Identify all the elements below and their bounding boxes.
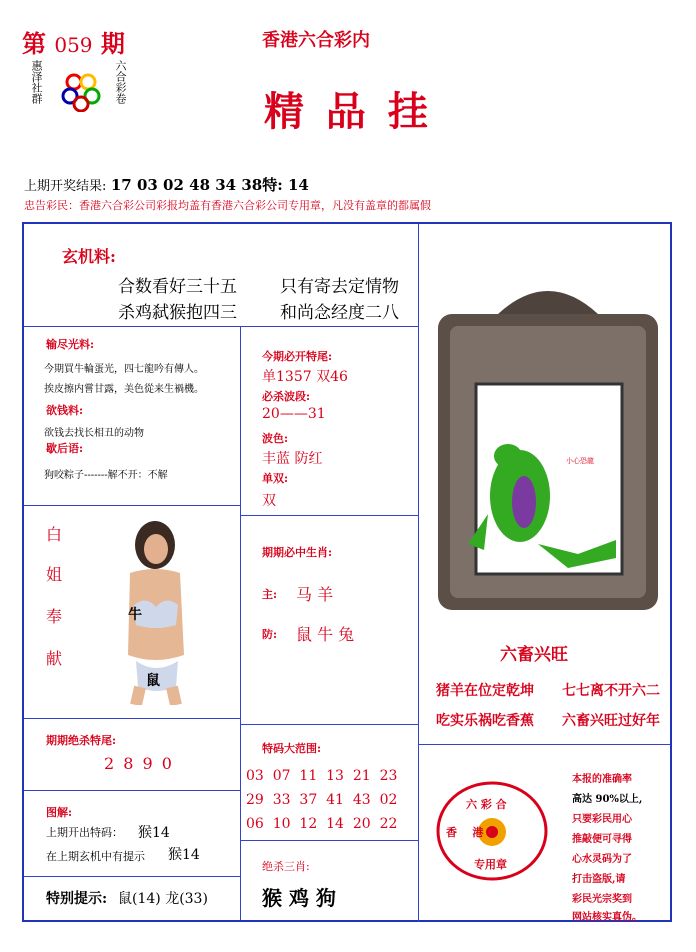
photo-label-1: 牛 [128, 607, 142, 623]
range-row-1: 03 07 11 13 21 23 [246, 768, 398, 784]
xuanji-line1b: 只有寄去定情物 [280, 277, 399, 297]
shuli-label: 输尽光料: [46, 338, 95, 351]
divider [24, 876, 240, 877]
divider [240, 326, 241, 920]
notice-line-6: 打击盗版,请 [572, 874, 626, 885]
yu-label: 欲钱料: [46, 404, 84, 417]
warning-text: 忠告彩民：香港六合彩公司彩报均盖有香港六合彩公司专用章，凡没有盖章的都属假 [24, 199, 431, 212]
notice-line-1: 本报的准确率 [572, 774, 632, 785]
seal-bottom: 专用章 [474, 858, 507, 871]
tebie-value: 鼠(14) 龙(33) [118, 891, 208, 907]
divider [24, 505, 240, 506]
divider [24, 790, 240, 791]
mirror-picture [428, 274, 668, 620]
divider [418, 744, 670, 745]
baijie-char-4: 献 [46, 649, 63, 668]
tujie-line1-value: 猴14 [138, 825, 170, 841]
xuanji-line2a: 杀鸡弑猴抱四三 [118, 303, 237, 323]
ds-value: 双 [262, 493, 276, 509]
tebie-label: 特别提示: [46, 891, 108, 907]
liuchu-line1b: 七七离不开六二 [562, 683, 660, 699]
tujie-label: 图解: [46, 806, 73, 819]
jisha-value: 2 8 9 0 [104, 754, 174, 773]
issue-suffix: 期 [100, 29, 125, 58]
tujie-line1-label: 上期开出特码： [46, 826, 123, 839]
range-row-2: 29 33 37 41 43 02 [246, 792, 398, 808]
liuchu-line2a: 吃实乐祸吃香蕉 [436, 713, 534, 729]
notice-line-7: 彩民光宗奖到 [572, 894, 632, 905]
logo-right-text: 六合彩卷 [114, 60, 127, 104]
zodiac-label: 期期必中生肖: [262, 546, 333, 559]
notice-line-2: 高达 90%以上, [572, 794, 643, 805]
divider [24, 718, 240, 719]
divider [240, 840, 418, 841]
seal-middle: 香 港 [446, 826, 484, 839]
range-row-3: 06 10 12 14 20 22 [246, 816, 398, 832]
zodiac-guard-label: 防: [262, 628, 278, 641]
tujie-line2-value: 猴14 [168, 847, 200, 863]
issue-label [22, 24, 125, 59]
issue-prefix: 第 [22, 29, 46, 58]
shuli-text2: 挨皮擦内嘗甘露，美色從来生禍機。 [44, 384, 204, 395]
bo-label: 必杀波段: [262, 390, 311, 403]
zodiac-main-label: 主: [262, 588, 278, 601]
zodiac-guard-value: 鼠 牛 兔 [296, 625, 355, 644]
liuchu-line1a: 猪羊在位定乾坤 [436, 683, 534, 699]
xie-text: 狗咬粽子-------解不开：不解 [44, 470, 168, 481]
notice-line-5: 心水灵码为了 [572, 854, 632, 865]
notice-line-3: 只要彩民用心 [572, 814, 632, 825]
shuli-text1: 今期買牛輪蛋光，四七龍吟有傳人。 [44, 364, 204, 375]
notice-line-8: 网站核实真伪。 [572, 912, 642, 923]
color-label: 波色: [262, 432, 289, 445]
divider [240, 724, 418, 725]
last-result-numbers: 17 03 02 48 34 38特: 14 [110, 176, 309, 194]
issue-number: 059 [54, 33, 93, 57]
range-label: 特码大范围: [262, 742, 322, 755]
tail-label: 今期必开特尾: [262, 350, 333, 363]
lottery-logo-icon [60, 70, 102, 112]
divider [240, 515, 418, 516]
publisher-label: 香港六合彩内 [262, 30, 370, 51]
liuchu-title: 六畜兴旺 [500, 645, 568, 665]
yu-text: 欲钱去找长相丑的动物 [44, 428, 144, 439]
zodiac-main-value: 马 羊 [296, 585, 334, 604]
baijie-char-1: 白 [46, 525, 63, 544]
divider [418, 744, 419, 922]
bo-value: 20——31 [262, 406, 326, 422]
wang-label: 绝杀三肖: [262, 860, 310, 873]
xie-label: 歇后语: [46, 442, 84, 455]
divider [418, 224, 419, 744]
page-title: 精 品 挂 [264, 88, 432, 135]
last-result [24, 174, 309, 195]
baijie-char-2: 姐 [46, 565, 63, 584]
ds-label: 单双: [262, 472, 289, 485]
jisha-label: 期期绝杀特尾: [46, 734, 117, 747]
divider [24, 326, 418, 327]
tail-value: 单1357 双46 [262, 369, 348, 385]
last-result-label: 上期开奖结果: [24, 179, 107, 194]
xuanji-line2b: 和尚念经度二八 [280, 303, 399, 323]
mirror-caption: 小心恐龍 [566, 457, 594, 465]
baijie-char-3: 奉 [46, 607, 63, 626]
logo-left-text: 惠泽社群 [30, 60, 43, 104]
photo-label-2: 鼠 [146, 673, 160, 689]
tujie-line2-label: 在上期玄机中有提示 [46, 850, 145, 863]
wang-value: 猴 鸡 狗 [262, 886, 336, 910]
liuchu-line2b: 六畜兴旺过好年 [562, 713, 660, 729]
notice-line-4: 推敲便可寻得 [572, 834, 632, 845]
xuanji-line1a: 合数看好三十五 [118, 277, 237, 297]
seal-top: 六 彩 合 [466, 798, 507, 811]
xuanji-label: 玄机料: [62, 247, 116, 266]
color-value: 丰蓝 防红 [262, 451, 323, 467]
